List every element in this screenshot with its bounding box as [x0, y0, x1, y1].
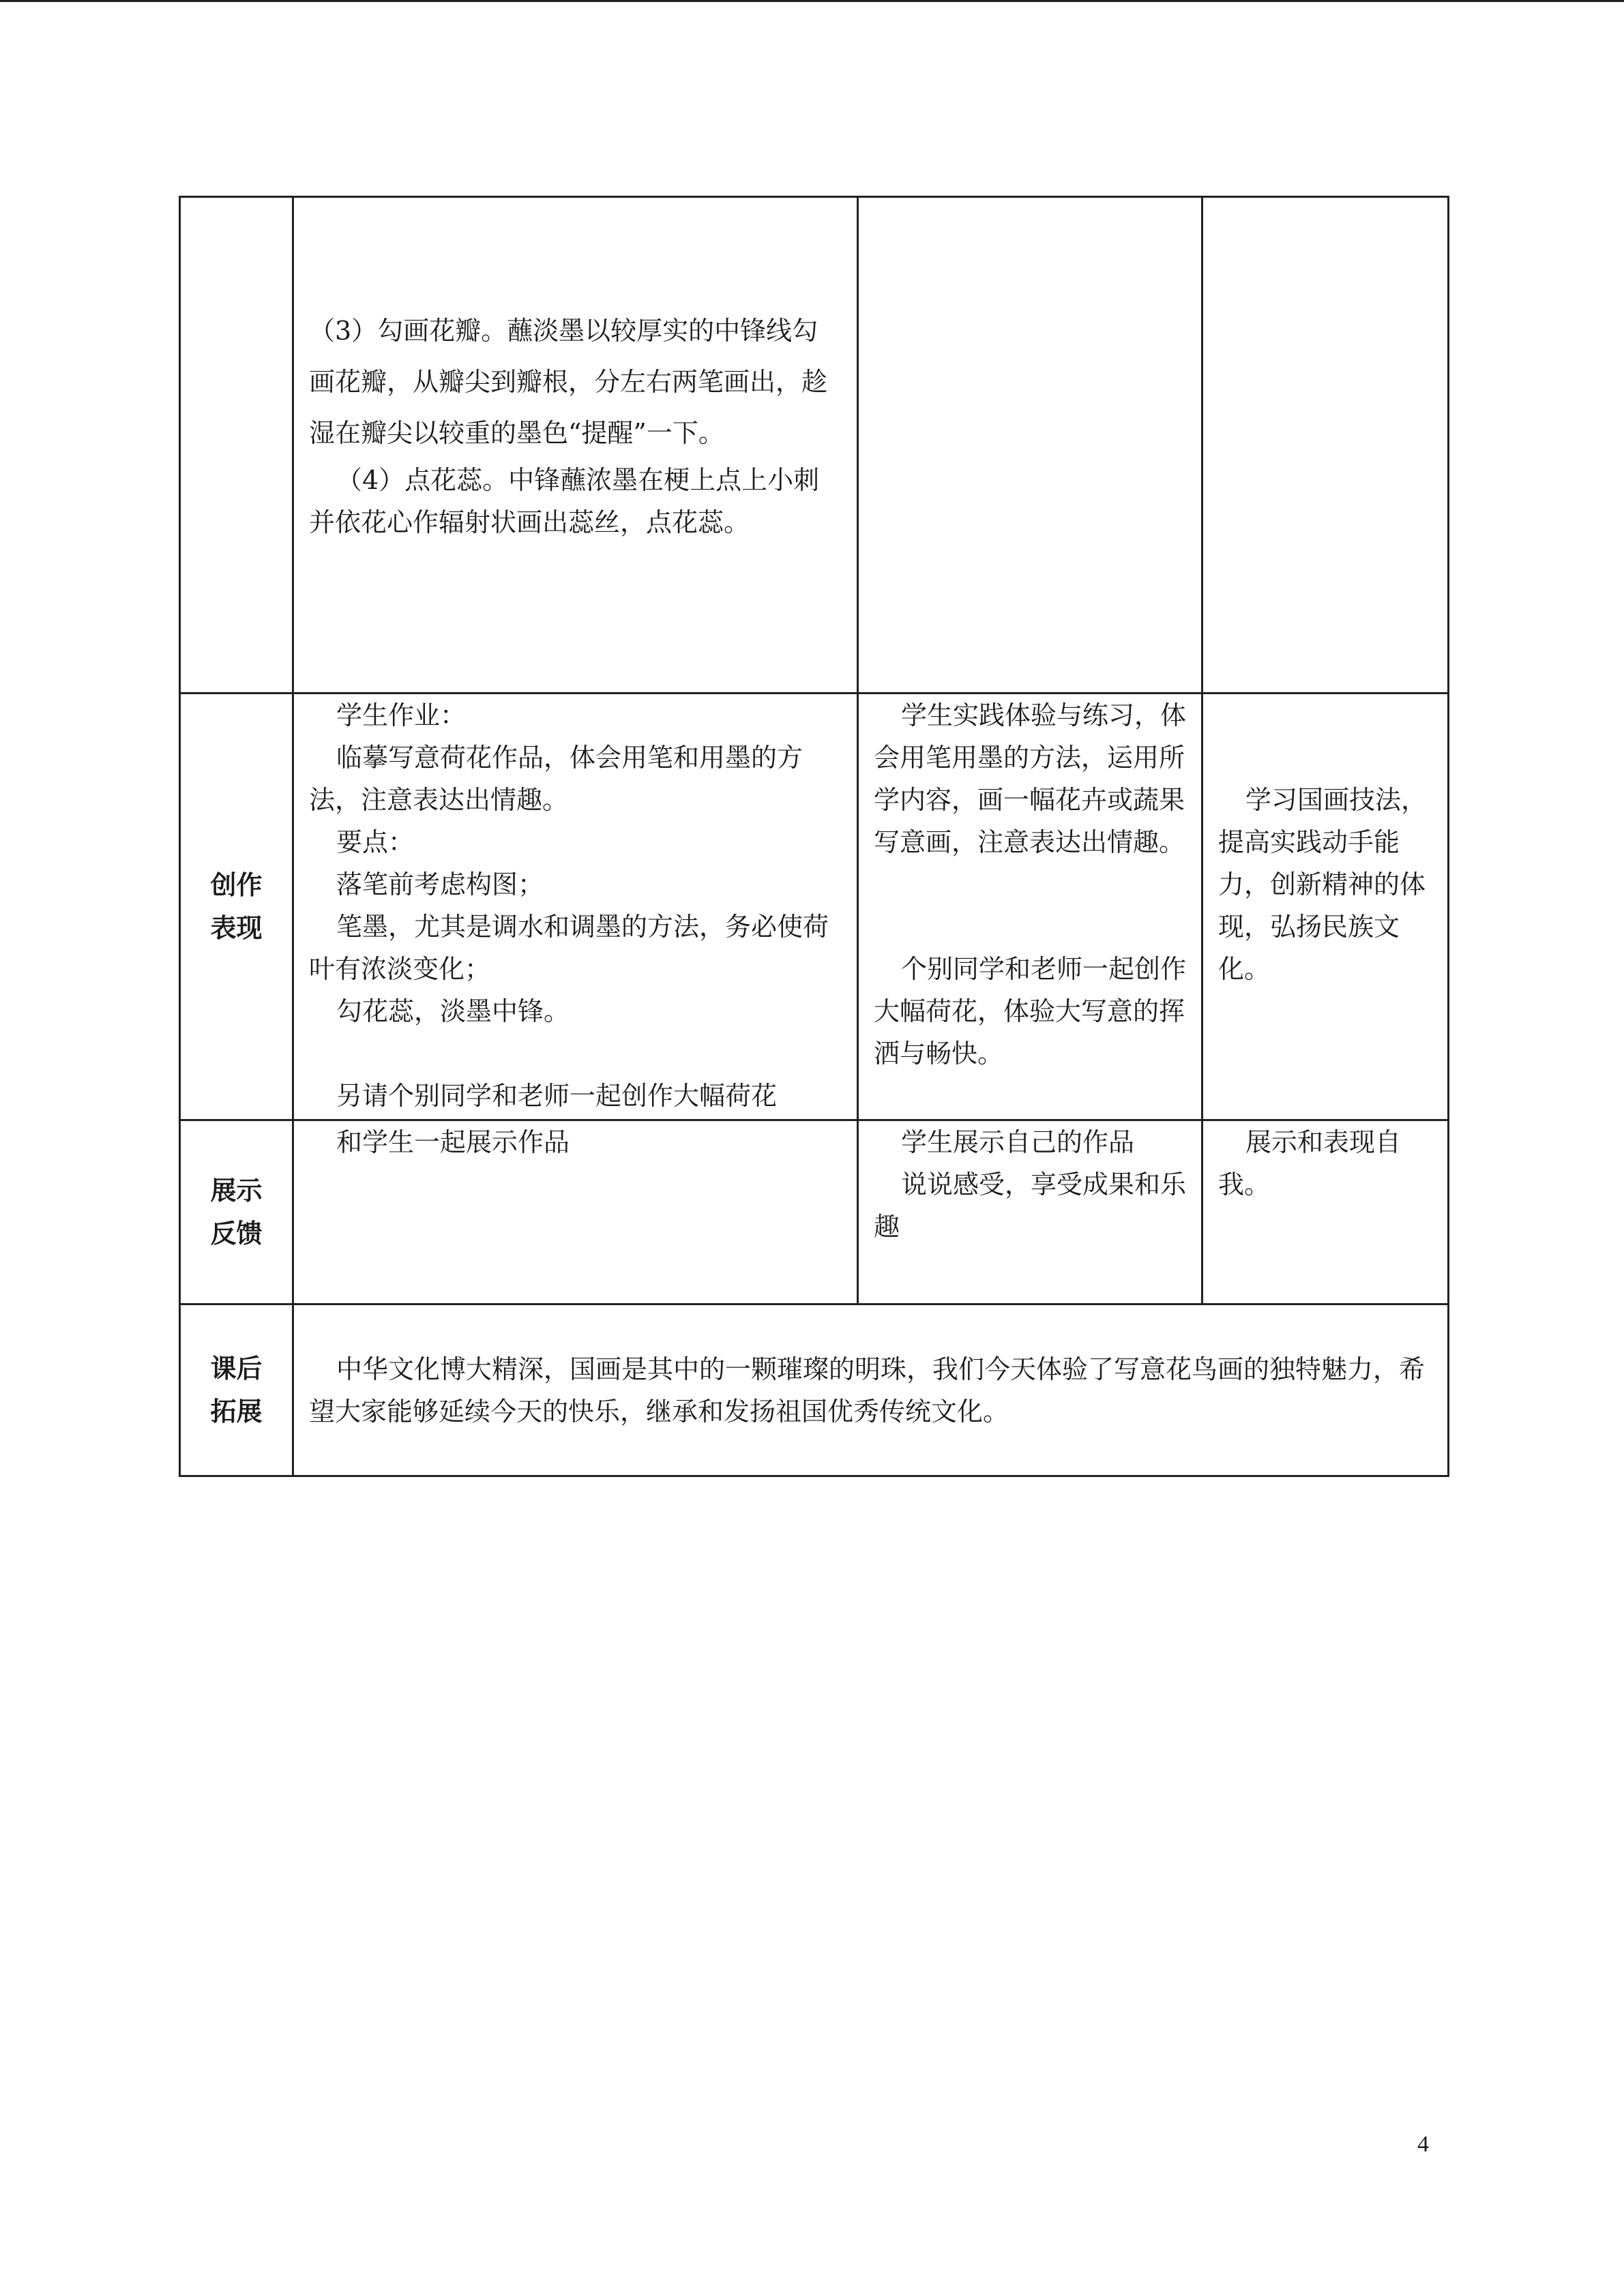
intent-text: 学习国画技法，提高实践动手能力，创新精神的体现，弘扬民族文化。 — [1218, 785, 1428, 984]
stage-label: 创作 — [210, 869, 263, 900]
extension-text: 中华文化博大精深，国画是其中的一颗璀璨的明珠，我们今天体验了写意花鸟画的独特魅力，希望大家能够延续今天的快乐，继承和发扬祖国优秀传统文化。 — [309, 1354, 1426, 1427]
page-top-rule — [0, 0, 1624, 2]
teacher-text: （3）勾画花瓣。蘸淡墨以较厚实的中锋线勾画花瓣，从瓣尖到瓣根，分左右两笔画出，趁湿在瓣尖以较重的墨色“提醒”一下。 — [309, 316, 828, 448]
student-activity-cell — [858, 1120, 1202, 1304]
stage-label: 拓展 — [210, 1396, 263, 1427]
teacher-activity-cell — [293, 197, 858, 694]
student-activity-cell — [858, 694, 1202, 1120]
teacher-text: 要点： — [336, 827, 415, 857]
teacher-text: 勾花蕊，淡墨中锋。 — [336, 996, 570, 1026]
student-text: 个别同学和老师一起创作大幅荷花，体验大写意的挥洒与畅快。 — [874, 954, 1187, 1069]
page-number: 4 — [1417, 2132, 1429, 2157]
stage-label: 展示 — [210, 1175, 263, 1206]
teacher-text: 学生作业： — [336, 700, 467, 730]
table-row — [180, 1120, 1449, 1304]
teacher-text: 另请个别同学和老师一起创作大幅荷花 — [336, 1081, 778, 1111]
table-row — [180, 197, 1449, 694]
teacher-text — [309, 1032, 842, 1075]
teacher-activity-cell — [293, 694, 858, 1120]
stage-label: 表现 — [210, 912, 263, 943]
teacher-activity-cell — [293, 1120, 858, 1304]
teacher-text: 临摹写意荷花作品，体会用笔和用墨的方法，注意表达出情趣。 — [309, 743, 803, 815]
stage-label: 课后 — [210, 1353, 263, 1384]
teacher-text: 笔墨，尤其是调水和调墨的方法，务必使荷叶有浓淡变化； — [309, 912, 829, 984]
teacher-text: 和学生一起展示作品 — [336, 1127, 570, 1157]
stage-cell — [180, 1304, 293, 1476]
student-text — [874, 863, 1186, 948]
teacher-text: 落笔前考虑构图； — [336, 869, 544, 899]
student-text: 学生展示自己的作品 — [901, 1127, 1135, 1157]
design-intent-cell — [1202, 694, 1449, 1120]
extension-cell — [293, 1304, 1449, 1476]
stage-cell — [180, 1120, 293, 1304]
stage-label: 反馈 — [210, 1218, 263, 1249]
design-intent-cell — [1202, 197, 1449, 694]
student-text: 学生实践体验与练习，体会用笔用墨的方法，运用所学内容，画一幅花卉或蔬果写意画，注意表达出情趣。 — [874, 700, 1187, 857]
design-intent-cell — [1202, 1120, 1449, 1304]
stage-cell — [180, 197, 293, 694]
table-row — [180, 1304, 1449, 1476]
stage-cell — [180, 694, 293, 1120]
student-text: 说说感受，享受成果和乐趣 — [874, 1169, 1187, 1242]
teacher-text: （4）点花蕊。中锋蘸浓墨在梗上点上小刺并依花心作辐射状画出蕊丝，点花蕊。 — [309, 465, 820, 537]
table-row — [180, 694, 1449, 1120]
lesson-plan-table — [179, 196, 1449, 1477]
student-activity-cell — [858, 197, 1202, 694]
intent-text: 展示和表现自我。 — [1218, 1127, 1402, 1199]
